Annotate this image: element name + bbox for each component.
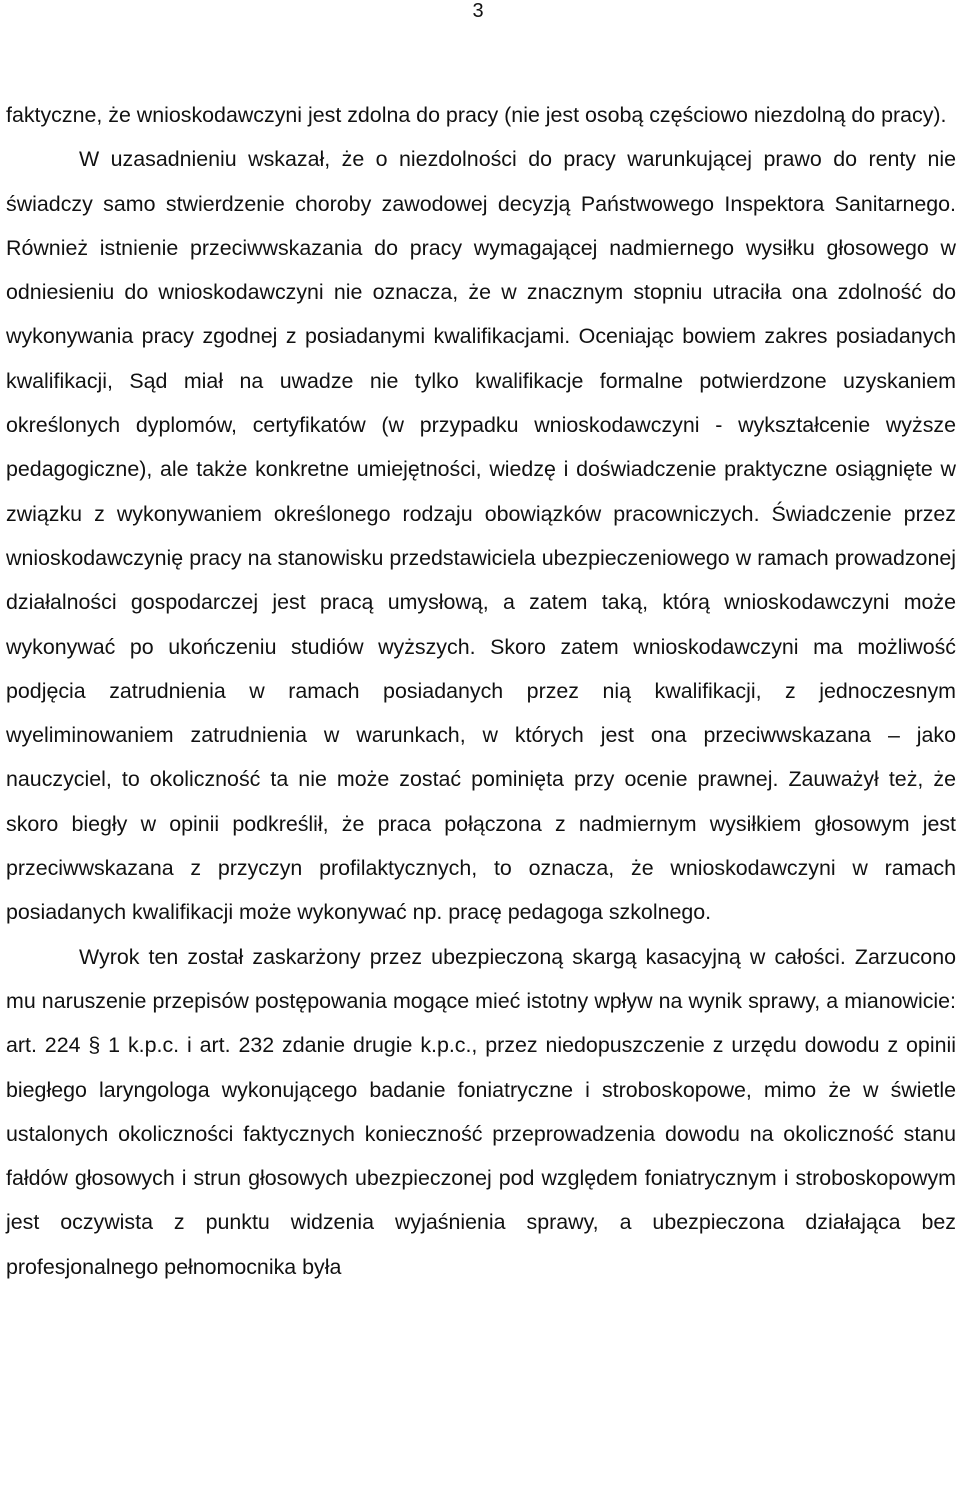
page-number [0, 0, 960, 22]
document-body [6, 93, 956, 1289]
paragraph-3: Wyrok ten został zaskarżony przez ubezpieczoną skargą kasacyjną w całości. Zarzucono mu naruszenie przepisów postępowania mogące mieć istotny wpływ na wynik sprawy, a mianowicie: art. 224 § 1 k.p.c. i art. 232 zdanie drugie k.p.c., przez niedopuszczenie z urzędu dowodu z opinii biegłego laryngologa wykonującego badanie foniatryczne i stroboskopowe, mimo że w świetle ustalonych okoliczności faktycznych konieczność przeprowadzenia dowodu na okoliczność stanu fałdów głosowych i strun głosowych ubezpieczonej pod względem foniatrycznym i stroboskopowym jest oczywista z punktu widzenia wyjaśnienia sprawy, a ubezpieczona działająca bez profesjonalnego pełnomocnika była [6, 944, 956, 1279]
paragraph-2: W uzasadnieniu wskazał, że o niezdolności do pracy warunkującej prawo do renty nie świadczy samo stwierdzenie choroby zawodowej decyzją Państwowego Inspektora Sanitarnego. Również istnienie przeciwwskazania do pracy wymagającej nadmiernego wysiłku głosowego w odniesieniu do wnioskodawczyni nie oznacza, że w znacznym stopniu utraciła ona zdolność do wykonywania pracy zgodnej z posiadanymi kwalifikacjami. Oceniając bowiem zakres posiadanych kwalifikacji, Sąd miał na uwadze nie tylko kwalifikacje formalne potwierdzone uzyskaniem określonych dyplomów, certyfikatów (w przypadku wnioskodawczyni - wykształcenie wyższe pedagogiczne), ale także konkretne umiejętności, wiedzę i doświadczenie praktyczne osiągnięte w związku z wykonywaniem określonego rodzaju obowiązków pracowniczych. Świadczenie przez wnioskodawczynię pracy na stanowisku przedstawiciela ubezpieczeniowego w ramach prowadzonej działalności gospodarczej jest pracą umysłową, a zatem taką, którą wnioskodawczyni może wykonywać po ukończeniu studiów wyższych. Skoro zatem wnioskodawczyni ma możliwość podjęcia zatrudnienia w ramach posiadanych przez nią kwalifikacji, z jednoczesnym wyeliminowaniem zatrudnienia w warunkach, w których jest ona przeciwwskazana – jako nauczyciel, to okoliczność ta nie może zostać pominięta przy ocenie prawnej. Zauważył też, że skoro biegły w opinii podkreślił, że praca połączona z nadmiernym wysiłkiem głosowym jest przeciwwskazana z przyczyn profilaktycznych, to oznacza, że wnioskodawczyni w ramach posiadanych kwalifikacji może wykonywać np. pracę pedagoga szkolnego. [6, 147, 956, 925]
page-number-text: 3 [472, 0, 484, 22]
paragraph-1: faktyczne, że wnioskodawczyni jest zdolna do pracy (nie jest osobą częściowo niezdolną do pracy). [6, 103, 947, 127]
